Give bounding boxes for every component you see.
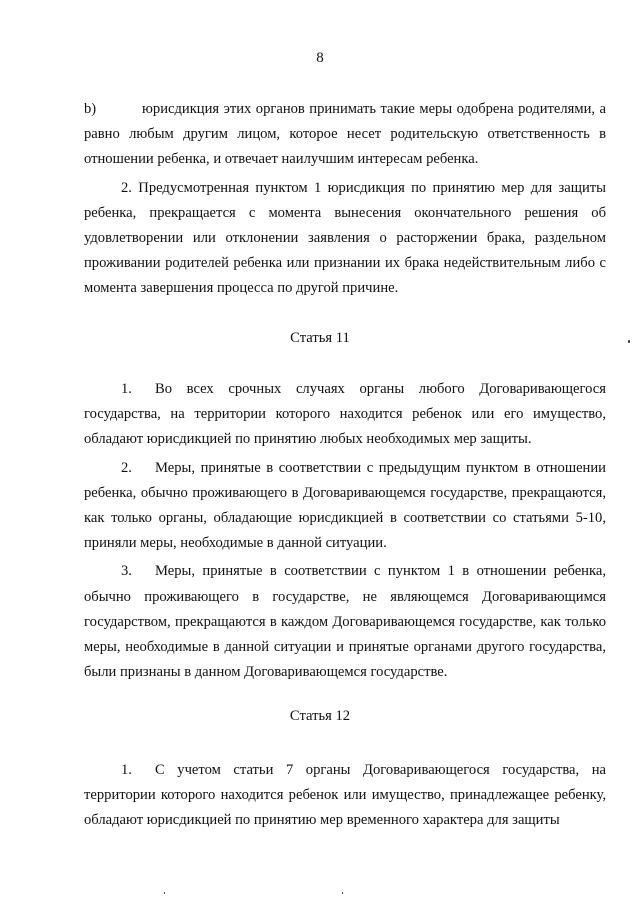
article-11-item-2-text: Меры, принятые в соответствии с предыдущим пунктом в отношении ребенка, обычно проживающего в Договаривающемся государстве, прекращаются, как только органы, обладающие юрисдикцией в соответствии со статьями 5-10, приняли меры, необходимые в данной ситуации. xyxy=(84,459,606,552)
top-text-block xyxy=(84,97,606,302)
scan-speck xyxy=(164,892,165,894)
article-11-item-3 xyxy=(84,559,606,685)
article-12-item-1 xyxy=(84,758,606,834)
page-number: 8 xyxy=(316,50,324,66)
scan-speck xyxy=(628,340,630,343)
article-11-item-1-text: Во всех срочных случаях органы любого Договаривающегося государства, на территории которого находится ребенок или его имущество, обладают юрисдикцией по принятию любых необходимых мер защиты. xyxy=(84,381,606,448)
item-b-paragraph xyxy=(84,97,606,173)
article-12-item-1-text: С учетом статьи 7 органы Договаривающегося государства, на территории которого находится ребенок или имущество, принадлежащее ребенку, обладают юрисдикцией по принятию мер временного характера для защиты xyxy=(84,762,606,829)
item-b-label: b) xyxy=(84,101,97,117)
item-b-text: юрисдикция этих органов принимать такие меры одобрена родителями, а равно любым другим лицом, которое несет родительскую ответственность в отношении ребенка, и отвечает наилучшим интересам ребенка. xyxy=(84,101,606,168)
scan-speck xyxy=(342,892,343,894)
article-11-item-3-text: Меры, принятые в соответствии с пунктом 1 в отношении ребенка, обычно проживающего в государстве, не являющемся Договаривающимся государством, прекращаются в каждом Договаривающемся государстве, как только меры, необходимые в данной ситуации и принятые органами другого государства, были признаны в данном Договаривающемся государстве. xyxy=(84,563,606,681)
article-12-item-1-label: 1. xyxy=(121,762,132,778)
article-11-item-3-label: 3. xyxy=(121,563,132,580)
article-11-text-block xyxy=(84,377,606,685)
article-12-heading: Статья 12 xyxy=(289,708,351,724)
article-11-item-1-label: 1. xyxy=(121,381,132,397)
article-12-text-block xyxy=(84,758,606,834)
article-11-item-2-label: 2. xyxy=(121,459,132,476)
article-11-item-1 xyxy=(84,377,606,453)
article-11-heading: Статья 11 xyxy=(290,330,350,346)
article-11-item-2 xyxy=(84,456,606,557)
paragraph-2: 2. Предусмотренная пунктом 1 юрисдикция по принятию мер для защиты ребенка, прекращается с момента вынесения окончательного решения об удовлетворении или отклонении заявления о расторжении брака, раздельном проживании родителей ребенка или признании их брака недействительным либо с момента завершения процесса по другой причине. xyxy=(84,179,606,297)
